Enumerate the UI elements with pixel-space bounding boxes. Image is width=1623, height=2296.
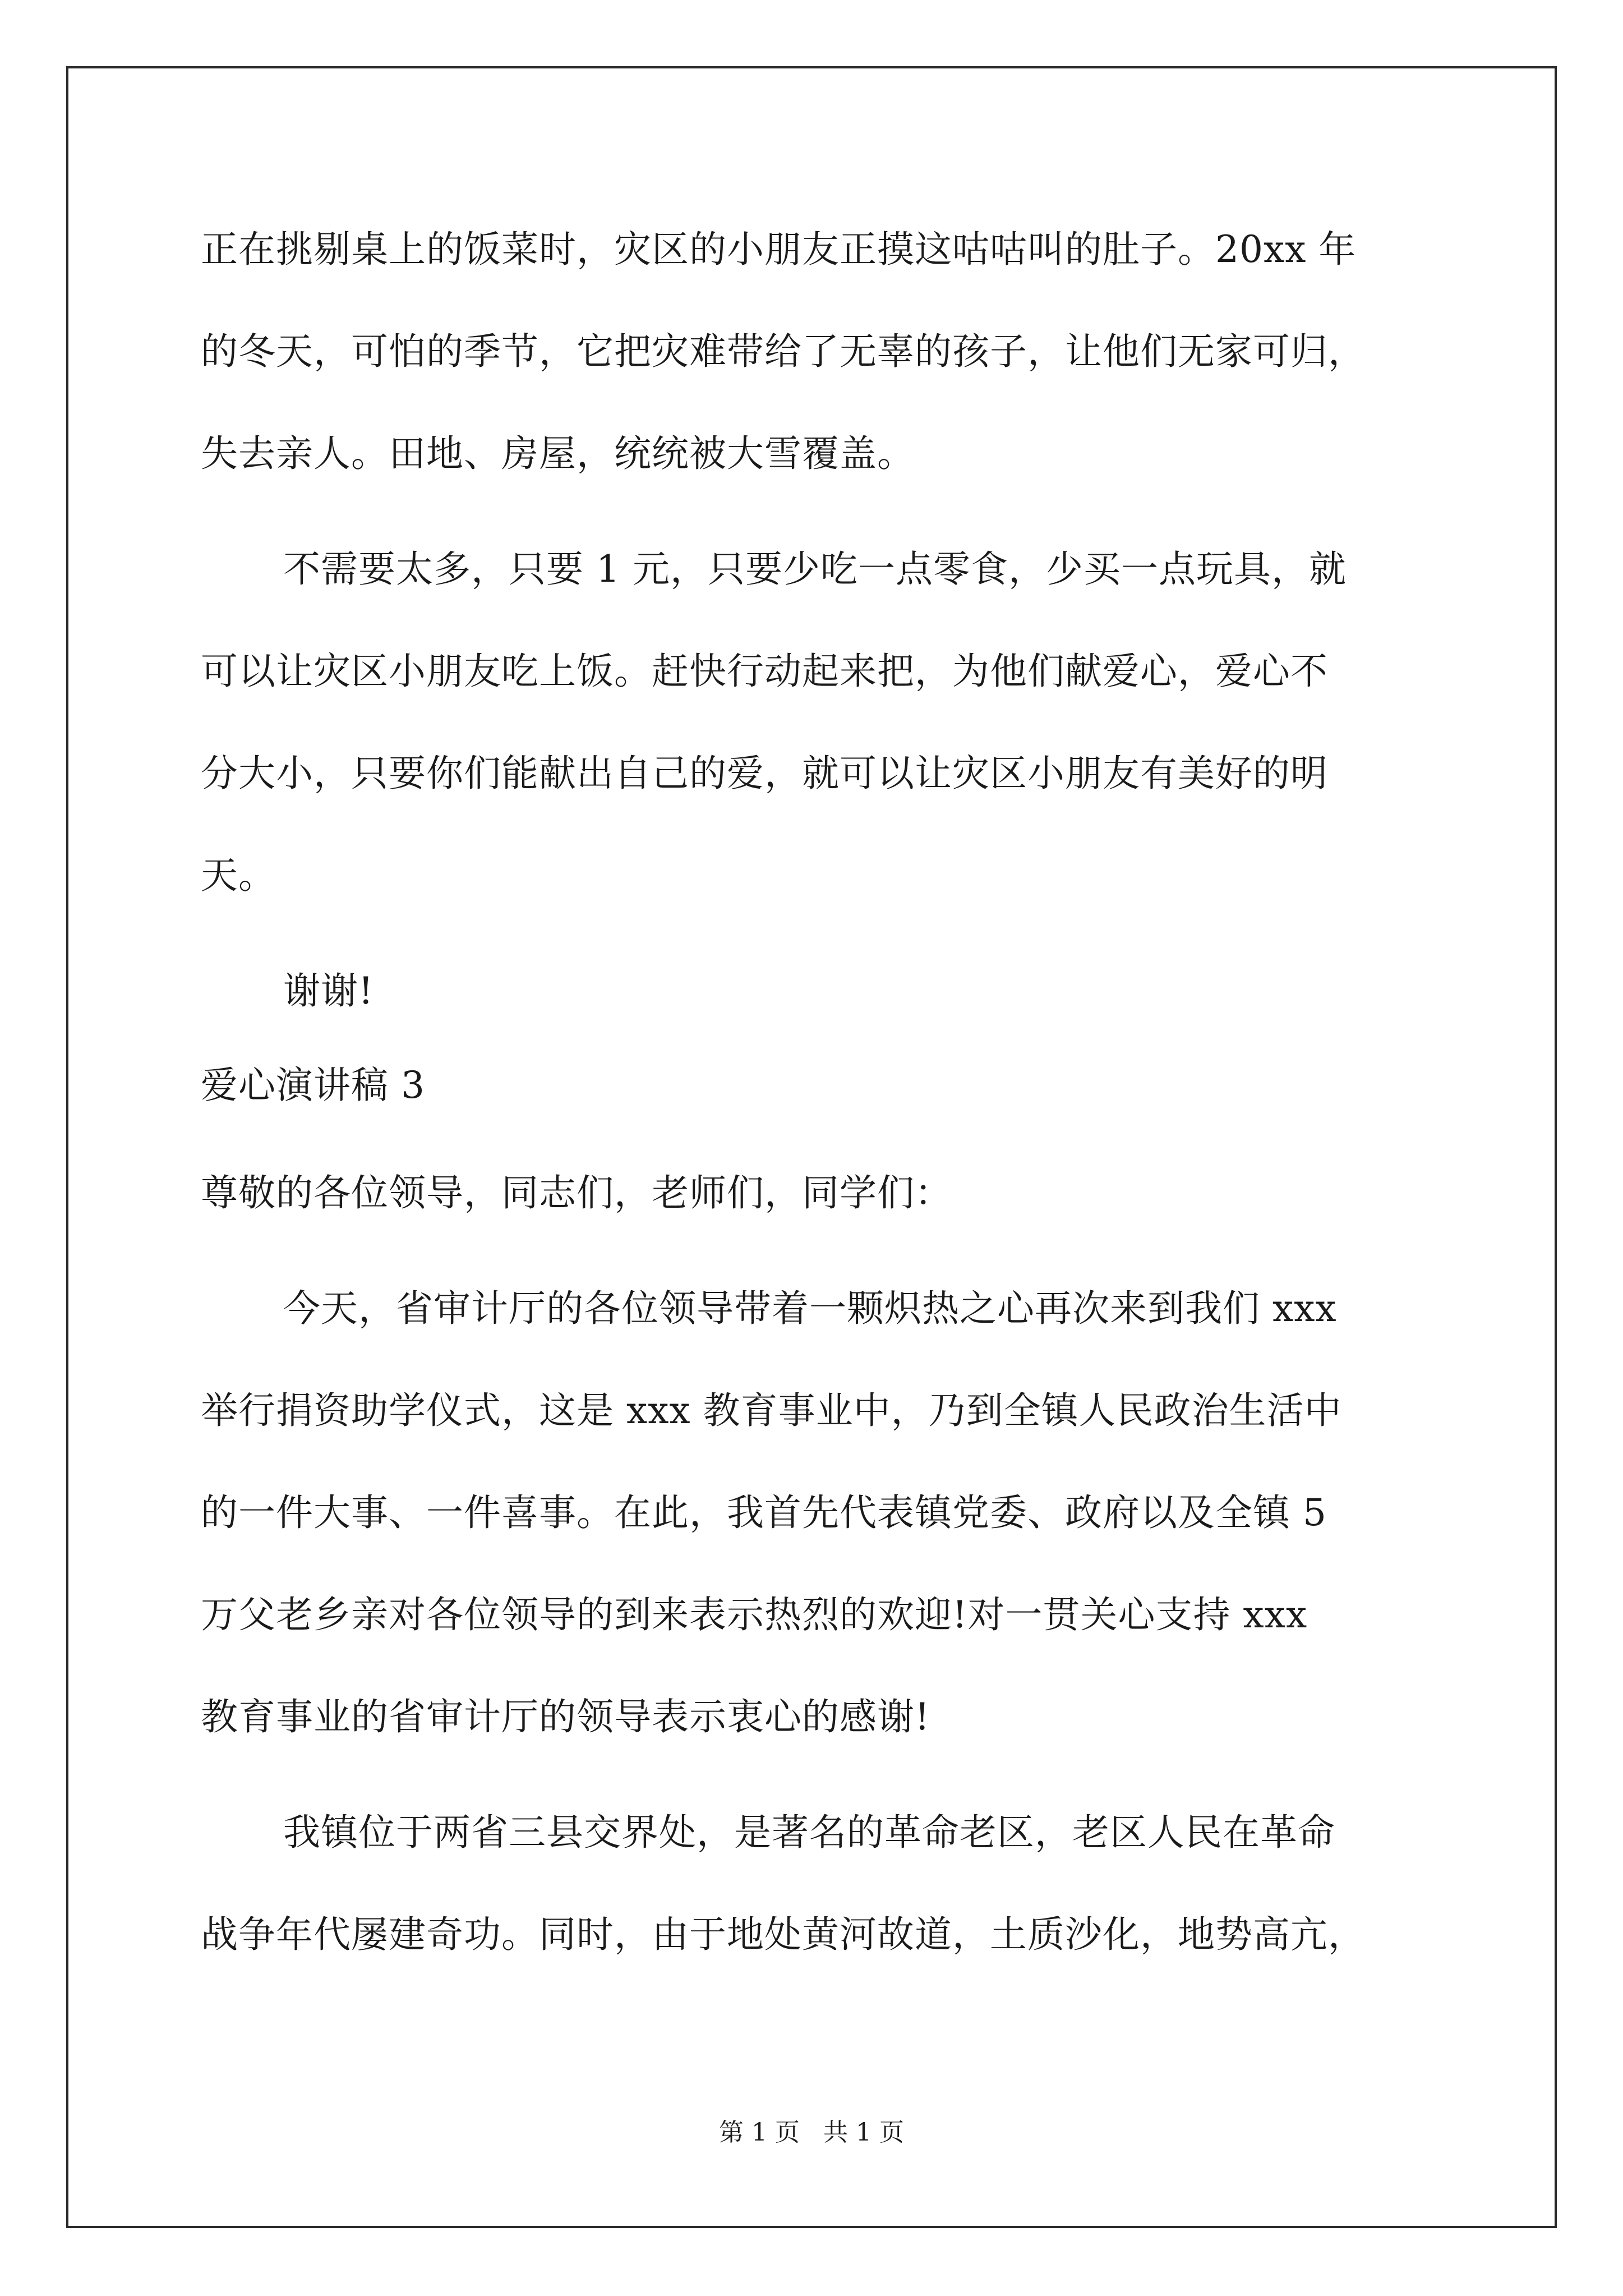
text-line: 可以让灾区小朋友吃上饭。赶快行动起来把，为他们献爱心，爱心不 <box>201 650 1328 693</box>
text-line: 天。 <box>201 854 276 897</box>
text-line: 的冬天，可怕的季节，它把灾难带给了无辜的孩子，让他们无家可归， <box>201 330 1366 373</box>
text-line: 不需要太多，只要 1 元，只要少吃一点零食，少买一点玩具，就 <box>283 547 1347 591</box>
text-line: 万父老乡亲对各位领导的到来表示热烈的欢迎!对一贯关心支持 xxx <box>201 1593 1308 1636</box>
page-border <box>66 66 1557 2228</box>
salutation: 尊敬的各位领导，同志们，老师们，同学们： <box>201 1171 952 1214</box>
text-line: 战争年代屡建奇功。同时，由于地处黄河故道，土质沙化，地势高亢， <box>201 1913 1366 1956</box>
section-heading: 爱心演讲稿 3 <box>201 1064 425 1107</box>
text-line: 我镇位于两省三县交界处，是著名的革命老区，老区人民在革命 <box>283 1811 1335 1854</box>
text-line: 举行捐资助学仪式，这是 xxx 教育事业中，乃到全镇人民政治生活中 <box>201 1389 1342 1432</box>
text-line: 失去亲人。田地、房屋，统统被大雪覆盖。 <box>201 432 915 475</box>
text-line: 谢谢! <box>283 969 374 1013</box>
text-line: 今天，省审计厅的各位领导带着一颗炽热之心再次来到我们 xxx <box>283 1287 1337 1330</box>
text-line: 分大小，只要你们能献出自己的爱，就可以让灾区小朋友有美好的明 <box>201 752 1328 795</box>
text-line: 正在挑剔桌上的饭菜时，灾区的小朋友正摸这咕咕叫的肚子。20xx 年 <box>201 228 1357 271</box>
page-footer: 第 1 页 共 1 页 <box>719 2118 904 2147</box>
text-line: 的一件大事、一件喜事。在此，我首先代表镇党委、政府以及全镇 5 <box>201 1491 1327 1534</box>
text-line: 教育事业的省审计厅的领导表示衷心的感谢! <box>201 1695 930 1738</box>
